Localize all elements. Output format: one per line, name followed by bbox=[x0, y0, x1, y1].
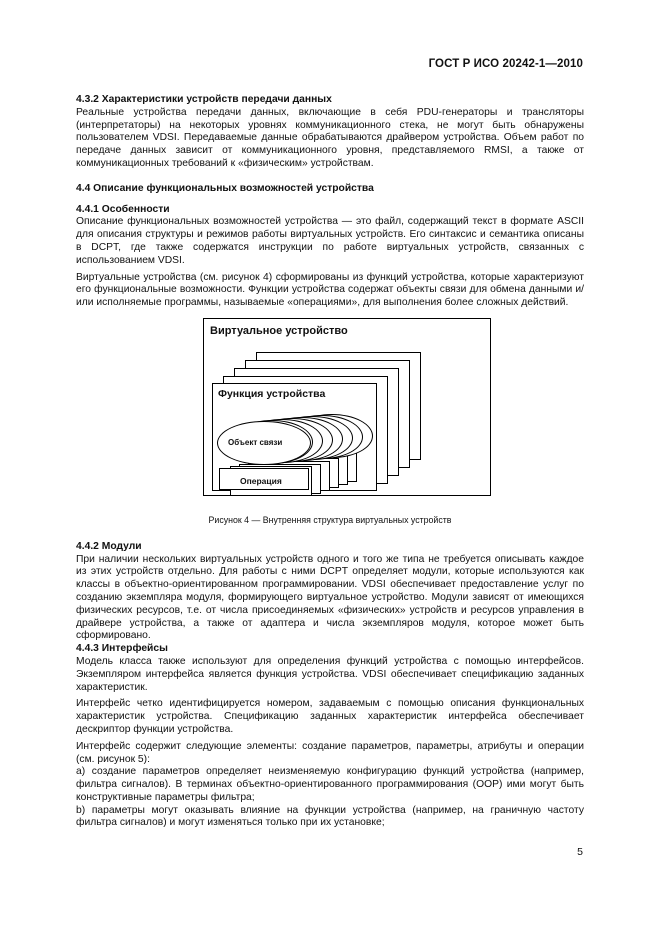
paragraph-4-4-3-1: Модель класса также используют для определения функций устройства с помощью интерфейсов. Экземпляром интерфейса является функция устройства. VDSI обеспечивает спецификацию заданных характеристик. bbox=[76, 655, 584, 693]
paragraph-4-4-3-3: Интерфейс содержит следующие элементы: создание параметров, параметры, атрибуты и операции (см. рисунок 5): bbox=[76, 740, 584, 765]
heading-4-4-1: 4.4.1 Особенности bbox=[76, 203, 170, 215]
paragraph-4-4-1-2: Виртуальные устройства (см. рисунок 4) сформированы из функций устройства, которые характеризуют его функциональные возможности. Функции устройства содержат объекты связи для обмена данными и/или исполняемые программы, называемые «операциями», для выполнения более сложных действий. bbox=[76, 271, 584, 309]
operation-label: Операция bbox=[240, 475, 282, 486]
heading-4-4: 4.4 Описание функциональных возможностей устройства bbox=[76, 182, 374, 194]
virtual-device-box bbox=[203, 318, 491, 496]
heading-4-4-2: 4.4.2 Модули bbox=[76, 540, 142, 552]
device-function-label: Функция устройства bbox=[218, 387, 326, 400]
list-item-a: а) создание параметров определяет неизменяемую конфигурацию функций устройства (например, фильтра сигналов). В терминах объектно-ориентированного программирования (ООР) ими могут быть конструктивные параметры фильтра; bbox=[76, 766, 584, 803]
virtual-device-label: Виртуальное устройство bbox=[210, 324, 348, 337]
paragraph-4-4-1-1: Описание функциональных возможностей устройства — это файл, содержащий текст в формате ASCII для описания структуры и режимов работы виртуальных устройств. Его синтаксис и семантика описаны в DCPT, где также содержатся инструкции по работе виртуальных устройств, связанных с использованием VDSI. bbox=[76, 216, 584, 266]
operation-box-front bbox=[219, 468, 309, 490]
figure-4-caption: Рисунок 4 — Внутренняя структура виртуальных устройств bbox=[208, 514, 452, 525]
paragraph-4-3-2-1: Реальные устройства передачи данных, включающие в себя PDU-генераторы и трансляторы (интерпретаторы) на некоторых уровнях коммуникационного стека, не могут быть обнаружены пользователем VDSI. Передаваемые данные обрабатываются драйвером устройства. Объем работ по передаче данных зависит от коммуникационного уровня, представляемого RMSI, а также от коммуникационных требований к «физическим» устройствам. bbox=[76, 106, 584, 169]
heading-4-3-2: 4.3.2 Характеристики устройств передачи данных bbox=[76, 94, 332, 105]
page-number: 5 bbox=[577, 846, 583, 858]
comm-object-label: Объект связи bbox=[228, 437, 283, 447]
device-function-card-front bbox=[212, 383, 377, 491]
document-body bbox=[76, 94, 584, 830]
heading-4-4-3: 4.4.3 Интерфейсы bbox=[76, 643, 168, 655]
paragraph-4-4-3-2: Интерфейс четко идентифицируется номером, задаваемым с помощью описания функциональных характеристик устройства. Спецификацию заданных характеристик интерфейса обеспечивает дескриптор функции устройства. bbox=[76, 698, 584, 735]
list-item-b: b) параметры могут оказывать влияние на функции устройства (например, на граничную частоту фильтра сигналов) и могут изменяться только при их установке; bbox=[76, 804, 584, 829]
document-header: ГОСТ Р ИСО 20242-1—2010 bbox=[428, 58, 583, 70]
paragraph-4-4-2-1: При наличии нескольких виртуальных устройств одного и того же типа не требуется описывать каждое из этих устройств отдельно. Для работы с ними DCPT определяет модули, которые используются как классы в объектно-ориентированном программировании. VDSI обеспечивает предоставление услуг по созданию экземпляра модуля, формирующего виртуальное устройство. Модули зависят от имеющихся физических ресурсов, т.е. от числа присоединяемых «физических» устройств и ресурсов управления в драйвере устройства, а также от адаптера и числа экземпляров модуля, которое может быть сформировано. bbox=[76, 553, 584, 642]
comm-object-ellipse-front bbox=[217, 421, 311, 465]
figure-4 bbox=[76, 318, 584, 514]
